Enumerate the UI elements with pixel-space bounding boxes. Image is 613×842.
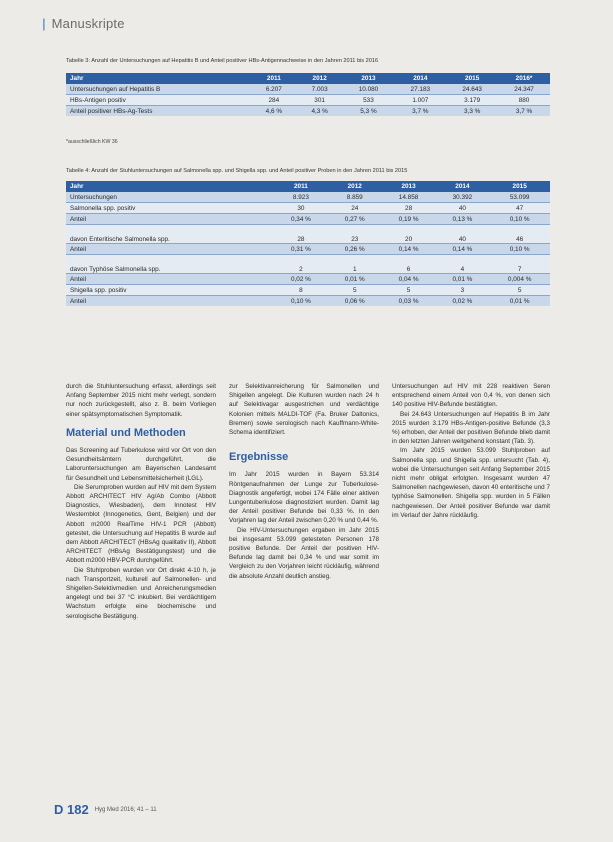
table-cell: 0,01 % xyxy=(435,274,489,285)
row-label: Anteil positiver HBs-Ag-Tests xyxy=(66,106,251,117)
table-cell: 0,02 % xyxy=(435,296,489,307)
table-cell: 5 xyxy=(489,285,550,296)
col1-intro: durch die Stuhluntersuchung erfasst, allerdings seit Anfang September 2015 nicht mehr verlegt, sondern nur noch zurückgestellt, also z. B. beim Vorliegen einer spätsymptomatischen Symptomatik. xyxy=(66,383,216,418)
table-cell: 6 xyxy=(382,255,436,274)
col1-paragraph: Die Stuhlproben wurden vor Ort direkt 4-10 h, je nach Transportzeit, kulturell auf Salmonellen- und Shigellen-Selektivmedien und Anreicherungsmedien angelegt und bei 37 °C inkubiert. Bei verdächtigem Wachstum erfolgte eine biochemische und serologische Bestätigung. xyxy=(66,566,216,620)
table-cell: 4 xyxy=(435,255,489,274)
table-cell: 7.003 xyxy=(297,84,343,95)
col1-paragraph: Die Serumproben wurden auf HIV mit dem System Abbott ARCHITECT HIV Ag/Ab Combo (Abbott Diagnostics, Wiesbaden), dem Innotest HIV Westernblot (Innogenetics, Gent, Belgien) und der Abbott m2000 RealTime HIV-1 PCR (Abbott) getestet, die Untersuchung auf Hepatitis B wurde auf dem Abbott ARCHITECT (HBsAg qualitativ II), Abbott ARCHITECT (HBsAg Bestätigungstest) und die Abbott m2000 HBV-PCR durchgeführt. xyxy=(66,483,216,565)
row-label: Anteil xyxy=(66,214,274,225)
row-label: davon Enteritische Salmonella spp. xyxy=(66,225,274,244)
table-cell: 0,10 % xyxy=(489,244,550,255)
table-cell: 5,3 % xyxy=(343,106,395,117)
table-cell: 30.392 xyxy=(435,192,489,203)
table-cell: 0,13 % xyxy=(435,214,489,225)
table-cell: 0,34 % xyxy=(274,214,328,225)
table-cell: 28 xyxy=(274,225,328,244)
table-row xyxy=(66,255,550,274)
table-cell: 1.007 xyxy=(394,95,446,106)
table3 xyxy=(66,73,550,116)
table-cell: 24 xyxy=(328,203,382,214)
table-cell: 301 xyxy=(297,95,343,106)
table-cell: 0,04 % xyxy=(382,274,436,285)
column-header-year: 2012 xyxy=(297,73,343,84)
table-cell: 0,27 % xyxy=(328,214,382,225)
row-label: Anteil xyxy=(66,244,274,255)
table-cell: 2 xyxy=(274,255,328,274)
section-heading-results: Ergebnisse xyxy=(229,451,289,464)
column-header-year: 2013 xyxy=(382,181,436,192)
table-cell: 23 xyxy=(328,225,382,244)
col3-paragraph: Im Jahr 2015 wurden 53.099 Stuhlproben auf Salmonella spp. und Shigella spp. untersucht (Tab. 4), wobei die Untersuchungen seit Anfang September 2015 nicht mehr obligat erfolgten. Insgesamt wurden 47 Salmonellen nachgewiesen, davon 40 enteritische und 7 typhöse Salmonellen. Shigella spp. wurden in 5 Fällen nachgewiesen. Der Anteil positiver Befunde war damit im Verlauf der Jahre rückläufig. xyxy=(392,447,550,519)
table4-caption: Tabelle 4: Anzahl der Stuhluntersuchungen auf Salmonella spp. und Shigella spp. und Anteil positiver Proben in den Jahren 2011 bis 2015 xyxy=(66,168,408,174)
table-row xyxy=(66,296,550,307)
table4-header-row xyxy=(66,181,550,192)
journal-citation: Hyg Med 2016; 41 – 11 xyxy=(94,806,157,813)
table-cell: 1 xyxy=(328,255,382,274)
table-row xyxy=(66,95,550,106)
table-row xyxy=(66,274,550,285)
column-header-year: 2012 xyxy=(328,181,382,192)
table-cell: 5 xyxy=(382,285,436,296)
table-cell: 3.179 xyxy=(446,95,498,106)
table-row xyxy=(66,192,550,203)
table-row xyxy=(66,285,550,296)
table3-header-row xyxy=(66,73,550,84)
table-cell: 0,31 % xyxy=(274,244,328,255)
table-row xyxy=(66,244,550,255)
table-cell: 0,03 % xyxy=(382,296,436,307)
table-row xyxy=(66,84,550,95)
table-cell: 14.858 xyxy=(382,192,436,203)
header-title: Manuskripte xyxy=(51,16,125,31)
table-cell: 40 xyxy=(435,225,489,244)
table-cell: 0,26 % xyxy=(328,244,382,255)
table-cell: 3 xyxy=(435,285,489,296)
column-header-year: 2011 xyxy=(251,73,297,84)
col3-paragraph: Untersuchungen auf HIV mit 228 reaktiven Seren entsprechend einem Anteil von 0,4 %, von denen sich 140 positive HIV-Befunde bestätigten. xyxy=(392,383,550,409)
section-heading-methods: Material und Methoden xyxy=(66,426,186,439)
col2-paragraph: Die HIV-Untersuchungen ergaben im Jahr 2015 bei insgesamt 53.099 getesteten Personen 178 positive Befunde. Der Anteil der positiven HIV-Befunde lag damit bei 0,34 % und war somit im Vergleich zu den Vorjahren leicht rückläufig, während die absolute Anzahl deutlich anstieg. xyxy=(229,526,379,580)
row-label: Anteil xyxy=(66,274,274,285)
row-label: davon Typhöse Salmonella spp. xyxy=(66,255,274,274)
column-2 xyxy=(229,382,379,581)
table-cell: 880 xyxy=(498,95,550,106)
col3-paragraph: Bei 24.643 Untersuchungen auf Hepatitis B im Jahr 2015 wurden 3.179 HBs-Antigen-positive Befunde (3,3 %) erhoben, der Anteil der positiven Befunde blieb damit in den letzten Jahren weitgehend konstant (Tab. 3). xyxy=(392,410,550,446)
table-row xyxy=(66,203,550,214)
column-header-year: 2014 xyxy=(435,181,489,192)
table3-source: *ausschließlich KW 36 xyxy=(66,139,118,145)
table-cell: 0,01 % xyxy=(328,274,382,285)
table-cell: 0,06 % xyxy=(328,296,382,307)
column-header-label: Jahr xyxy=(66,181,274,192)
table-cell: 0,14 % xyxy=(382,244,436,255)
table-cell: 20 xyxy=(382,225,436,244)
column-header-label: Jahr xyxy=(66,73,251,84)
row-label: Shigella spp. positiv xyxy=(66,285,274,296)
column-header-year: 2016* xyxy=(498,73,550,84)
column-header-year: 2015 xyxy=(446,73,498,84)
table-cell: 27.183 xyxy=(394,84,446,95)
table-cell: 3,3 % xyxy=(446,106,498,117)
row-label: HBs-Antigen positiv xyxy=(66,95,251,106)
page-footer xyxy=(54,802,157,817)
table-cell: 0,19 % xyxy=(382,214,436,225)
table-cell: 53.099 xyxy=(489,192,550,203)
table-cell: 8.923 xyxy=(274,192,328,203)
row-label: Salmonella spp. positiv xyxy=(66,203,274,214)
column-3 xyxy=(392,382,550,520)
row-label: Anteil xyxy=(66,296,274,307)
table-cell: 533 xyxy=(343,95,395,106)
table-cell: 24.643 xyxy=(446,84,498,95)
page-number: D 182 xyxy=(54,802,89,817)
column-1 xyxy=(66,382,216,621)
table4 xyxy=(66,181,550,306)
col2-paragraph: Im Jahr 2015 wurden in Bayern 53.314 Röntgenaufnahmen der Lunge zur Tuberkulose-Diagnostik angefertigt, wobei 174 Fälle einer aktiven Lungentuberkulose diagnostiziert wurden. Damit lag der Anteil positiver Befunde bei 0,33 %. In den Vorjahren lag der Anteil zwischen 0,20 % und 0,44 %. xyxy=(229,471,379,525)
table-row xyxy=(66,214,550,225)
table-cell: 8 xyxy=(274,285,328,296)
row-label: Untersuchungen xyxy=(66,192,274,203)
table-cell: 4,3 % xyxy=(297,106,343,117)
column-header-year: 2011 xyxy=(274,181,328,192)
table-row xyxy=(66,225,550,244)
table-cell: 0,01 % xyxy=(489,296,550,307)
running-header xyxy=(42,16,125,31)
table-cell: 4,6 % xyxy=(251,106,297,117)
table-cell: 0,02 % xyxy=(274,274,328,285)
table-cell: 24.347 xyxy=(498,84,550,95)
table-cell: 0,14 % xyxy=(435,244,489,255)
table-cell: 0,10 % xyxy=(489,214,550,225)
table-cell: 7 xyxy=(489,255,550,274)
row-label: Untersuchungen auf Hepatitis B xyxy=(66,84,251,95)
table-cell: 47 xyxy=(489,203,550,214)
table-cell: 8.859 xyxy=(328,192,382,203)
table-cell: 6.207 xyxy=(251,84,297,95)
table-cell: 46 xyxy=(489,225,550,244)
column-header-year: 2015 xyxy=(489,181,550,192)
table-cell: 0,10 % xyxy=(274,296,328,307)
table-cell: 28 xyxy=(382,203,436,214)
table-cell: 284 xyxy=(251,95,297,106)
table-row xyxy=(66,106,550,117)
header-marker: | xyxy=(42,16,46,31)
col1-paragraph: Das Screening auf Tuberkulose wird vor Ort von den Gesundheitsämtern durchgeführt, die Laboruntersuchungen am Bayerischen Landesamt für Gesundheit und Lebensmittelsicherheit (LGL). xyxy=(66,447,216,482)
table3-caption: Tabelle 3: Anzahl der Untersuchungen auf Hepatitis B und Anteil positiver HBs-Antigennachweise in den Jahren 2011 bis 2016 xyxy=(66,58,379,64)
table-cell: 3,7 % xyxy=(498,106,550,117)
table-cell: 0,004 % xyxy=(489,274,550,285)
col2-intro: zur Selektivanreicherung für Salmonellen und Shigellen angelegt. Die Kulturen wurden nach 24 h auf Selektivagar ausgestrichen und verdächtige Kolonien mittels MALDI-TOF (Fa. Bruker Daltonics, Bremen) sowie serologisch nach Kauffmann-White-Schema identifiziert. xyxy=(229,383,379,437)
column-header-year: 2013 xyxy=(343,73,395,84)
table-cell: 10.080 xyxy=(343,84,395,95)
table-cell: 40 xyxy=(435,203,489,214)
column-header-year: 2014 xyxy=(394,73,446,84)
table-cell: 30 xyxy=(274,203,328,214)
table-cell: 5 xyxy=(328,285,382,296)
table-cell: 3,7 % xyxy=(394,106,446,117)
